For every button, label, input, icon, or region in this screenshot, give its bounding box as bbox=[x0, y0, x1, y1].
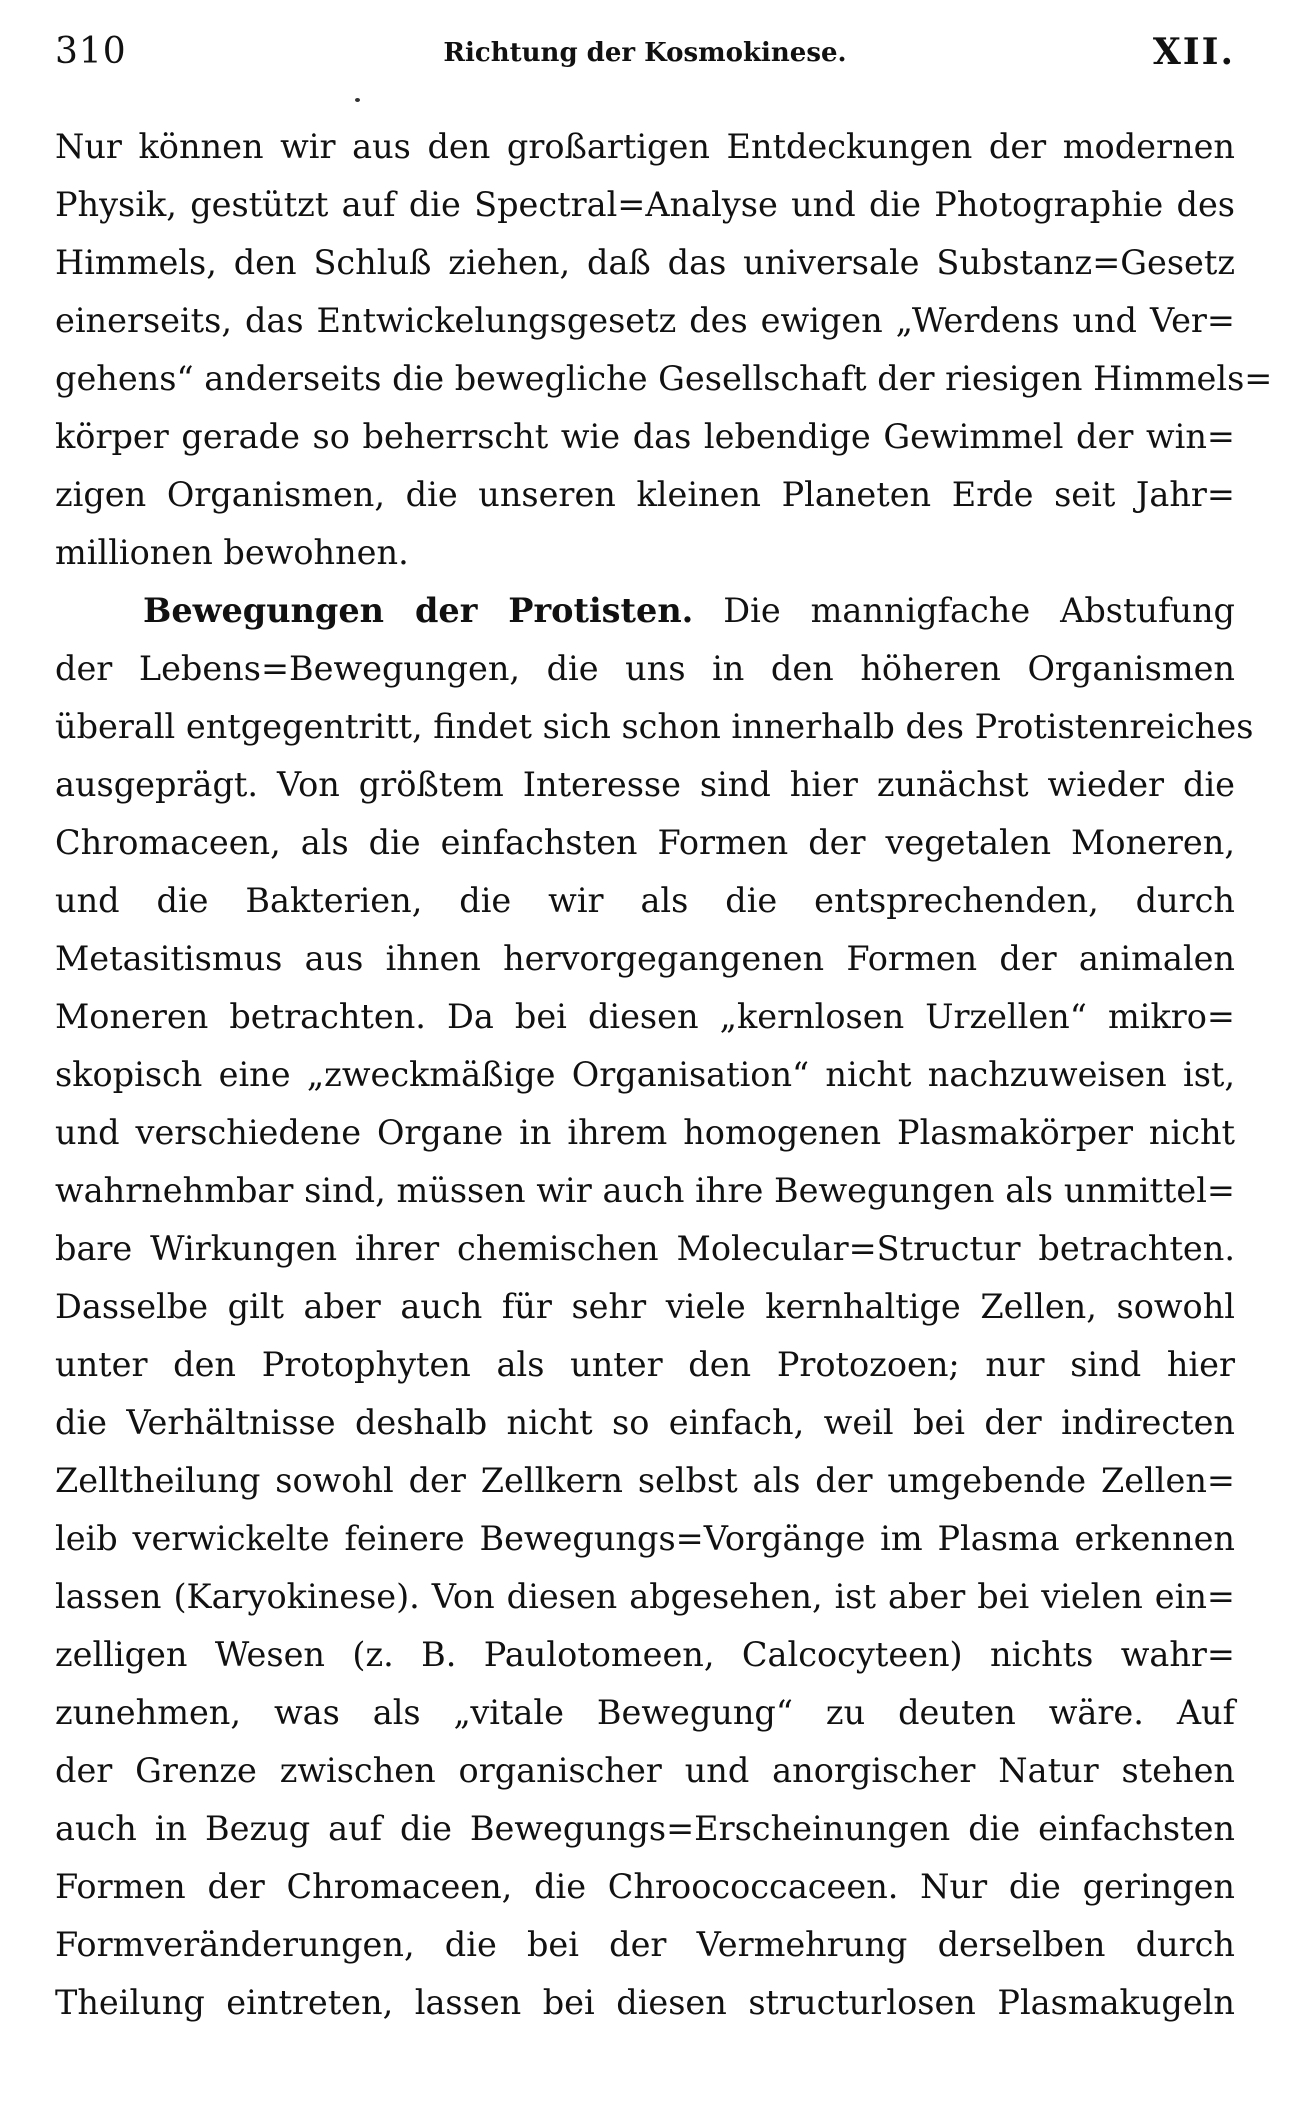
text-line: skopisch eine „zweckmäßige Organisation“ nicht nachzuweisen ist, bbox=[55, 1055, 1235, 1094]
text-line: Himmels, den Schluß ziehen, daß das universale Substanz=Gesetz bbox=[55, 243, 1235, 282]
text-line: Physik, gestützt auf die Spectral=Analyse und die Photographie des bbox=[55, 185, 1235, 224]
page-number: 310 bbox=[55, 31, 127, 72]
section-first-line bbox=[55, 582, 1235, 640]
text-line: ausgeprägt. Von größtem Interesse sind hier zunächst wieder die bbox=[55, 765, 1235, 804]
text-line: und verschiedene Organe in ihrem homogenen Plasmakörper nicht bbox=[55, 1113, 1235, 1152]
text-line: Theilung eintreten, lassen bei diesen structurlosen Plasmakugeln bbox=[55, 1983, 1235, 2022]
text-line: zelligen Wesen (z. B. Paulotomeen, Calcocyteen) nichts wahr= bbox=[55, 1635, 1235, 1674]
first-line-text: Die mannigfache Abstufung bbox=[723, 591, 1235, 630]
text-line: zunehmen, was als „vitale Bewegung“ zu deuten wäre. Auf bbox=[55, 1693, 1235, 1732]
ink-speck bbox=[355, 98, 360, 102]
text-line: unter den Protophyten als unter den Protozoen; nur sind hier bbox=[55, 1345, 1235, 1384]
book-page bbox=[55, 30, 1273, 2090]
text-line: Chromaceen, als die einfachsten Formen der vegetalen Moneren, bbox=[55, 823, 1235, 862]
text-line: einerseits, das Entwickelungsgesetz des ewigen „Werdens und Ver= bbox=[55, 301, 1235, 340]
text-line: überall entgegentritt, findet sich schon innerhalb des Protistenreiches bbox=[55, 707, 1254, 746]
text-line: Moneren betrachten. Da bei diesen „kernlosen Urzellen“ mikro= bbox=[55, 997, 1235, 1036]
text-line: lassen (Karyokinese). Von diesen abgesehen, ist aber bei vielen ein= bbox=[55, 1577, 1235, 1616]
text-line: gehens“ anderseits die bewegliche Gesellschaft der riesigen Himmels= bbox=[55, 359, 1273, 398]
page-body bbox=[55, 118, 1273, 2032]
text-line: körper gerade so beherrscht wie das lebendige Gewimmel der win= bbox=[55, 417, 1235, 456]
chapter-number: XII. bbox=[1152, 31, 1235, 73]
text-line: leib verwickelte feinere Bewegungs=Vorgänge im Plasma erkennen bbox=[55, 1519, 1235, 1558]
text-line: der Lebens=Bewegungen, die uns in den höheren Organismen bbox=[55, 649, 1235, 688]
text-line: Zelltheilung sowohl der Zellkern selbst als der umgebende Zellen= bbox=[55, 1461, 1235, 1500]
text-line: Metasitismus aus ihnen hervorgegangenen Formen der animalen bbox=[55, 939, 1235, 978]
text-line: der Grenze zwischen organischer und anorgischer Natur stehen bbox=[55, 1751, 1235, 1790]
text-line: Nur können wir aus den großartigen Entdeckungen der modernen bbox=[55, 127, 1235, 166]
text-line: bare Wirkungen ihrer chemischen Molecular=Structur betrachten. bbox=[55, 1229, 1235, 1268]
paragraph-1 bbox=[55, 118, 1273, 582]
section-heading: Bewegungen der Protisten. bbox=[143, 591, 694, 630]
running-title: Richtung der Kosmokinese. bbox=[443, 38, 847, 68]
text-line: zigen Organismen, die unseren kleinen Planeten Erde seit Jahr= bbox=[55, 475, 1235, 514]
text-line: die Verhältnisse deshalb nicht so einfach, weil bei der indirecten bbox=[55, 1403, 1235, 1442]
text-line: Formveränderungen, die bei der Vermehrung derselben durch bbox=[55, 1925, 1235, 1964]
text-line: Dasselbe gilt aber auch für sehr viele kernhaltige Zellen, sowohl bbox=[55, 1287, 1235, 1326]
paragraph-2 bbox=[55, 582, 1254, 2032]
text-line: millionen bewohnen. bbox=[55, 533, 409, 572]
page-header bbox=[55, 30, 1235, 92]
text-line: auch in Bezug auf die Bewegungs=Erscheinungen die einfachsten bbox=[55, 1809, 1235, 1848]
text-line: wahrnehmbar sind, müssen wir auch ihre Bewegungen als unmittel= bbox=[55, 1171, 1235, 1210]
text-line: Formen der Chromaceen, die Chroococcaceen. Nur die geringen bbox=[55, 1867, 1235, 1906]
text-line: und die Bakterien, die wir als die entsprechenden, durch bbox=[55, 881, 1235, 920]
